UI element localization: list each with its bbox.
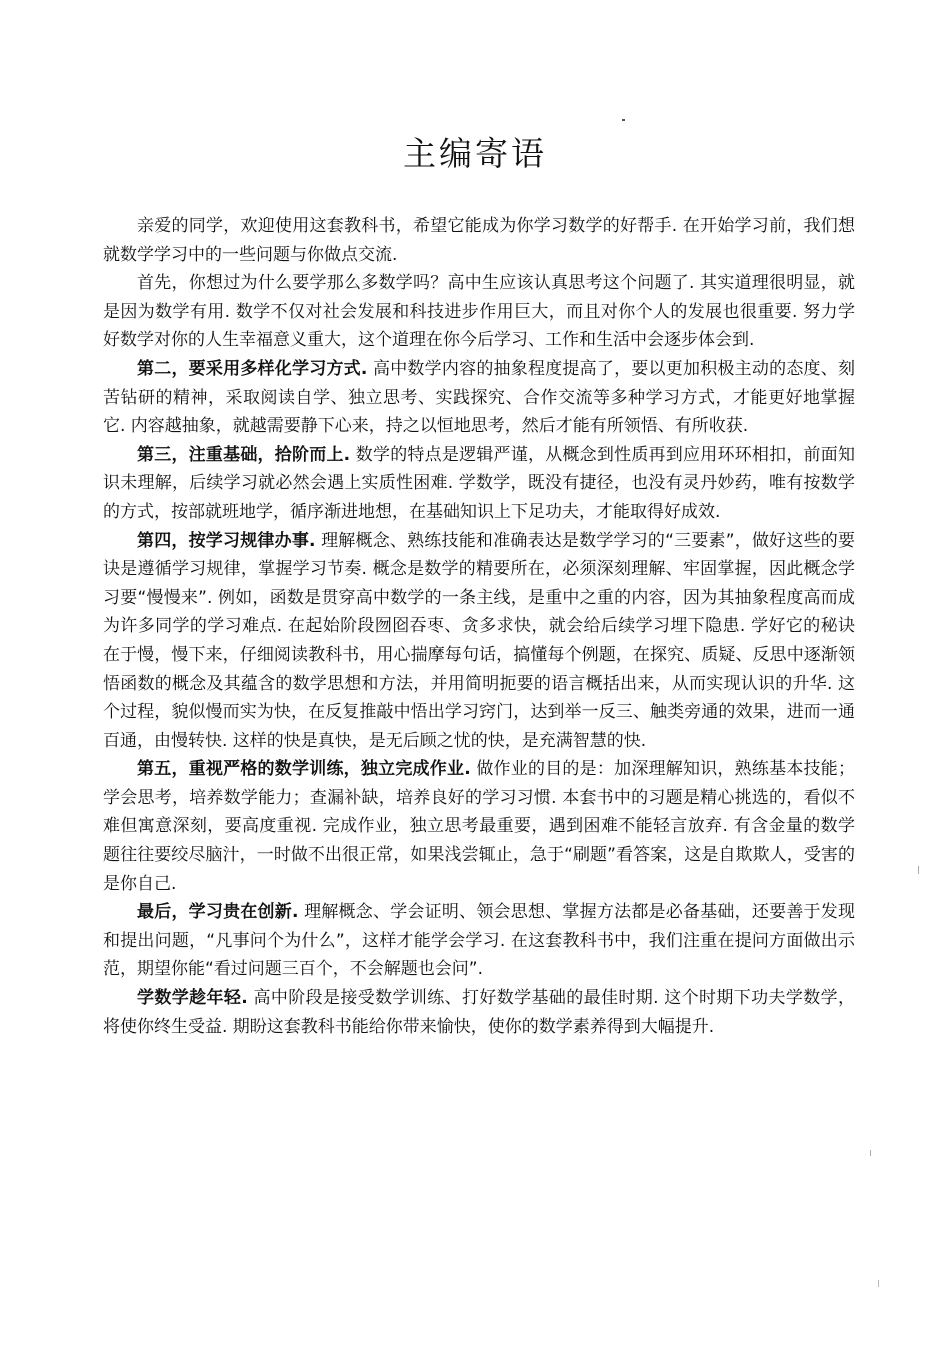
paragraph-lead: 最后，学习贵在创新. (137, 902, 299, 923)
paragraph-lead: 第五，重视严格的数学训练，独立完成作业. (137, 759, 471, 780)
paragraph-text: 理解概念、熟练技能和准确表达是数学学习的“三要素”，做好这些的要诀是遵循学习规律，掌握学习节奏. 概念是数学的精要所在，必须深刻理解、牢固掌握，因此概念学习要“慢慢来”. 例如，函数是贯穿高中数学的一条主线，是重中之重的内容，因为其抽象程度高而成为许多同学的学习难点. 在起始阶段囫囵吞枣、贪多求快，就会给后续学习埋下隐患. 学好它的秘诀在于慢，慢下来，仔细阅读教科书，用心揣摩每句话，搞懂每个例题，在探究、质疑、反思中逐渐领悟函数的概念及其蕴含的数学思想和方法，并用简明扼要的语言概括出来，从而实现认识的升华. 这个过程，貌似慢而实为快，在反复推敲中悟出学习窍门，达到举一反三、触类旁通的效果，进而一通百通，由慢转快. 这样的快是真快，是无后顾之忧的快，是充满智慧的快. (103, 530, 855, 751)
paragraph-text: 高中阶段是接受数学训练、打好数学基础的最佳时期. 这个时期下功夫学数学，将使你终生受益. 期盼这套教科书能给你带来愉快，使你的数学素养得到大幅提升. (103, 988, 855, 1037)
scan-speck (918, 866, 919, 874)
paragraph-text: 理解概念、学会证明、领会思想、掌握方法都是必备基础，还要善于发现和提出问题，“凡事问个为什么”，这样才能学会学习. 在这套教科书中，我们注重在提问方面做出示范，期望你能“看过问题三百个，不会解题也会问”. (103, 902, 855, 980)
page-title: 主编寄语 (403, 134, 547, 173)
paragraph-lead: 第三，注重基础，拾阶而上. (137, 444, 351, 465)
scan-speck (622, 119, 625, 121)
paragraph-lead: 第四，按学习规律办事. (137, 530, 316, 551)
paragraph-2 (103, 269, 855, 355)
paragraph-8 (103, 984, 855, 1041)
paragraph-text: 高中数学内容的抽象程度提高了，要以更加积极主动的态度、刻苦钻研的精神，采取阅读自学、独立思考、实践探究、合作交流等多种学习方式，才能更好地掌握它. 内容越抽象，就越需要静下心来，持之以恒地思考，然后才能有所领悟、有所收获. (103, 358, 855, 437)
paragraph-text: 首先，你想过为什么要学那么多数学吗？高中生应该认真思考这个问题了. 其实道理很明显，就是因为数学有用. 数学不仅对社会发展和科技进步作用巨大，而且对你个人的发展也很重要. 努力学好数学对你的人生幸福意义重大，这个道理在你今后学习、工作和生活中会逐步体会到. (103, 273, 855, 351)
paragraph-5 (103, 527, 855, 756)
paragraph-7 (103, 898, 855, 984)
paragraph-lead: 学数学趁年轻. (137, 988, 248, 1009)
paragraph-text: 数学的特点是逻辑严谨，从概念到性质再到应用环环相扣，前面知识未理解，后续学习就必然会遇上实质性困难. 学数学，既没有捷径，也没有灵丹妙药，唯有按数学的方式，按部就班地学，循序渐进地想，在基础知识上下足功夫，才能取得好成效. (103, 444, 855, 522)
paragraph-text: 亲爱的同学，欢迎使用这套教科书，希望它能成为你学习数学的好帮手. 在开始学习前，我们想就数学学习中的一些问题与你做点交流. (103, 216, 855, 265)
paragraph-1 (103, 212, 855, 269)
scan-speck (870, 1150, 871, 1156)
scan-speck (878, 1280, 879, 1287)
paragraph-6 (103, 755, 855, 898)
body-text (103, 212, 855, 1041)
paragraph-4 (103, 441, 855, 527)
paragraph-text: 做作业的目的是：加深理解知识，熟练基本技能；学会思考，培养数学能力；查漏补缺，培养良好的学习习惯. 本套书中的习题是精心挑选的，看似不难但寓意深刻，要高度重视. 完成作业，独立思考最重要，遇到困难不能轻言放弃. 有含金量的数学题往往要绞尽脑汁，一时做不出很正常，如果浅尝辄止，急于“刷题”看答案，这是自欺欺人，受害的是你自己. (103, 759, 855, 894)
paragraph-lead: 第二，要采用多样化学习方式. (137, 358, 368, 379)
paragraph-3 (103, 355, 855, 441)
